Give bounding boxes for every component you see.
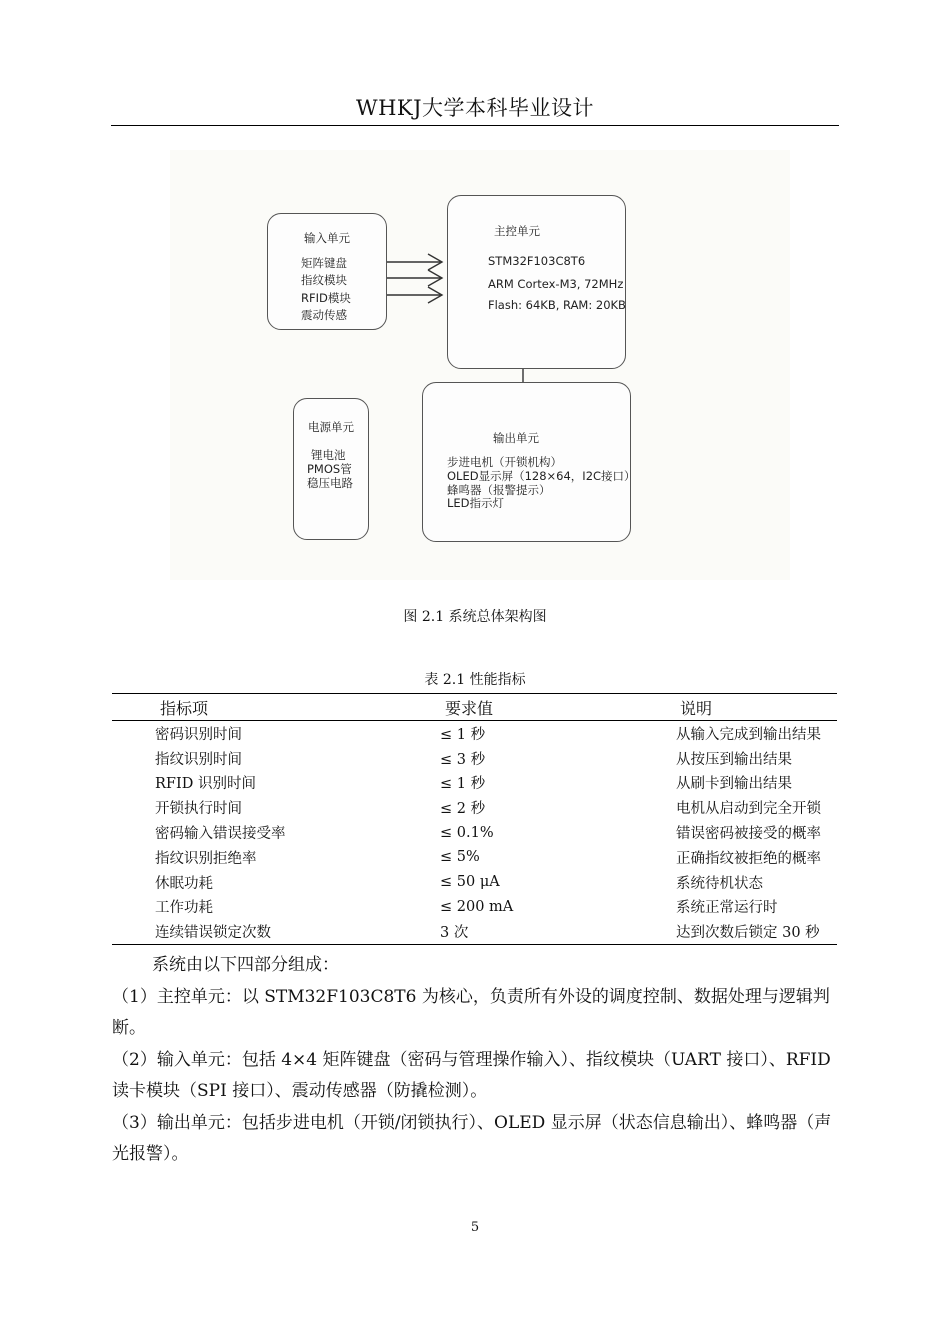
input-item: RFID模块 bbox=[301, 291, 351, 305]
output-item: LED指示灯 bbox=[447, 496, 505, 510]
table-cell: ≤ 1 秒 bbox=[440, 726, 486, 743]
table-cell: RFID 识别时间 bbox=[155, 776, 256, 793]
table-cell: 密码输入错误接受率 bbox=[155, 826, 286, 843]
output-item: OLED显示屏（128×64，I2C接口） bbox=[447, 469, 636, 483]
table-cell: 错误密码被接受的概率 bbox=[676, 826, 821, 843]
table-cell: 从输入完成到输出结果 bbox=[676, 726, 821, 743]
table-cell: 指纹识别时间 bbox=[155, 751, 242, 768]
power-unit-title: 电源单元 bbox=[308, 420, 354, 434]
table-row bbox=[112, 771, 837, 796]
table-cell: ≤ 2 秒 bbox=[440, 801, 486, 818]
table-cell: 正确指纹被拒绝的概率 bbox=[676, 850, 821, 867]
table-cell: 电机从启动到完全开锁 bbox=[676, 801, 821, 818]
table-cell: 系统待机状态 bbox=[676, 875, 763, 892]
output-item: 蜂鸣器（报警提示） bbox=[447, 483, 551, 497]
input-unit-title: 输入单元 bbox=[304, 231, 350, 245]
power-unit-box bbox=[293, 398, 369, 540]
table-cell: 密码识别时间 bbox=[155, 726, 242, 743]
table-cell: 系统正常运行时 bbox=[676, 900, 778, 917]
table-cell: 连续错误锁定次数 bbox=[155, 925, 271, 942]
table-cell: ≤ 200 mA bbox=[440, 898, 514, 915]
page-header-title: WHKJ大学本科毕业设计 bbox=[355, 96, 594, 120]
table-cell: ≤ 3 秒 bbox=[440, 751, 486, 768]
body-text bbox=[112, 950, 840, 1171]
table-cell: 达到次数后锁定 30 秒 bbox=[676, 925, 820, 942]
main-unit-line: ARM Cortex-M3, 72MHz bbox=[488, 277, 624, 291]
table-header: 说明 bbox=[680, 698, 713, 718]
table-row bbox=[112, 919, 837, 944]
table-cell: 从刷卡到输出结果 bbox=[676, 776, 792, 793]
table-cell: ≤ 0.1% bbox=[440, 824, 494, 841]
input-unit-box bbox=[267, 213, 387, 330]
system-architecture-diagram bbox=[170, 150, 790, 580]
table-header-row bbox=[112, 694, 837, 721]
figure-caption: 图 2.1 系统总体架构图 bbox=[403, 609, 547, 625]
page-number: 5 bbox=[470, 1220, 480, 1235]
power-item: 稳压电路 bbox=[307, 476, 353, 490]
table-row bbox=[112, 820, 837, 845]
input-item: 指纹模块 bbox=[301, 273, 347, 287]
table-cell: ≤ 1 秒 bbox=[440, 776, 486, 793]
table-cell: 3 次 bbox=[440, 925, 469, 942]
power-item: PMOS管 bbox=[307, 462, 352, 476]
body-paragraph: 系统由以下四部分组成： bbox=[152, 955, 339, 975]
output-unit-title: 输出单元 bbox=[493, 431, 539, 445]
input-item: 矩阵键盘 bbox=[301, 256, 347, 270]
table-header: 要求值 bbox=[445, 698, 494, 718]
table-cell: 休眠功耗 bbox=[155, 875, 213, 892]
table-row bbox=[112, 795, 837, 820]
body-paragraph: （2）输入单元：包括 4×4 矩阵键盘（密码与管理操作输入）、指纹模块（UART 接口）、RFID 读卡模块（SPI 接口）、震动传感器（防撬检测）。 bbox=[112, 1049, 831, 1101]
main-unit-line: Flash: 64KB, RAM: 20KB bbox=[488, 298, 626, 312]
body-paragraph: （3）输出单元：包括步进电机（开锁/闭锁执行）、OLED 显示屏（状态信息输出）、蜂鸣器（声光报警）。 bbox=[112, 1112, 832, 1164]
table-cell: 开锁执行时间 bbox=[155, 801, 242, 818]
input-item: 震动传感 bbox=[301, 308, 347, 322]
table-row bbox=[112, 746, 837, 771]
main-unit-title: 主控单元 bbox=[494, 224, 540, 238]
output-item: 步进电机（开锁机构） bbox=[447, 455, 562, 469]
table-cell: ≤ 5% bbox=[440, 849, 480, 866]
main-unit-line: STM32F103C8T6 bbox=[488, 254, 586, 268]
table-row bbox=[112, 895, 837, 920]
table-cell: ≤ 50 μA bbox=[440, 874, 500, 891]
header-rule bbox=[111, 125, 839, 126]
main-unit-box bbox=[447, 195, 626, 369]
table-cell: 工作功耗 bbox=[155, 900, 213, 917]
performance-table bbox=[112, 693, 837, 945]
output-unit-box bbox=[422, 382, 636, 542]
table-caption: 表 2.1 性能指标 bbox=[424, 672, 526, 688]
table-row bbox=[112, 721, 837, 746]
table-header: 指标项 bbox=[160, 698, 209, 718]
table-cell: 从按压到输出结果 bbox=[676, 751, 792, 768]
table-row bbox=[112, 845, 837, 870]
body-paragraph: （1）主控单元：以 STM32F103C8T6 为核心，负责所有外设的调度控制、数据处理与逻辑判断。 bbox=[112, 986, 830, 1038]
table-cell: 指纹识别拒绝率 bbox=[155, 850, 257, 867]
table-row bbox=[112, 870, 837, 895]
power-item: 锂电池 bbox=[311, 448, 346, 462]
